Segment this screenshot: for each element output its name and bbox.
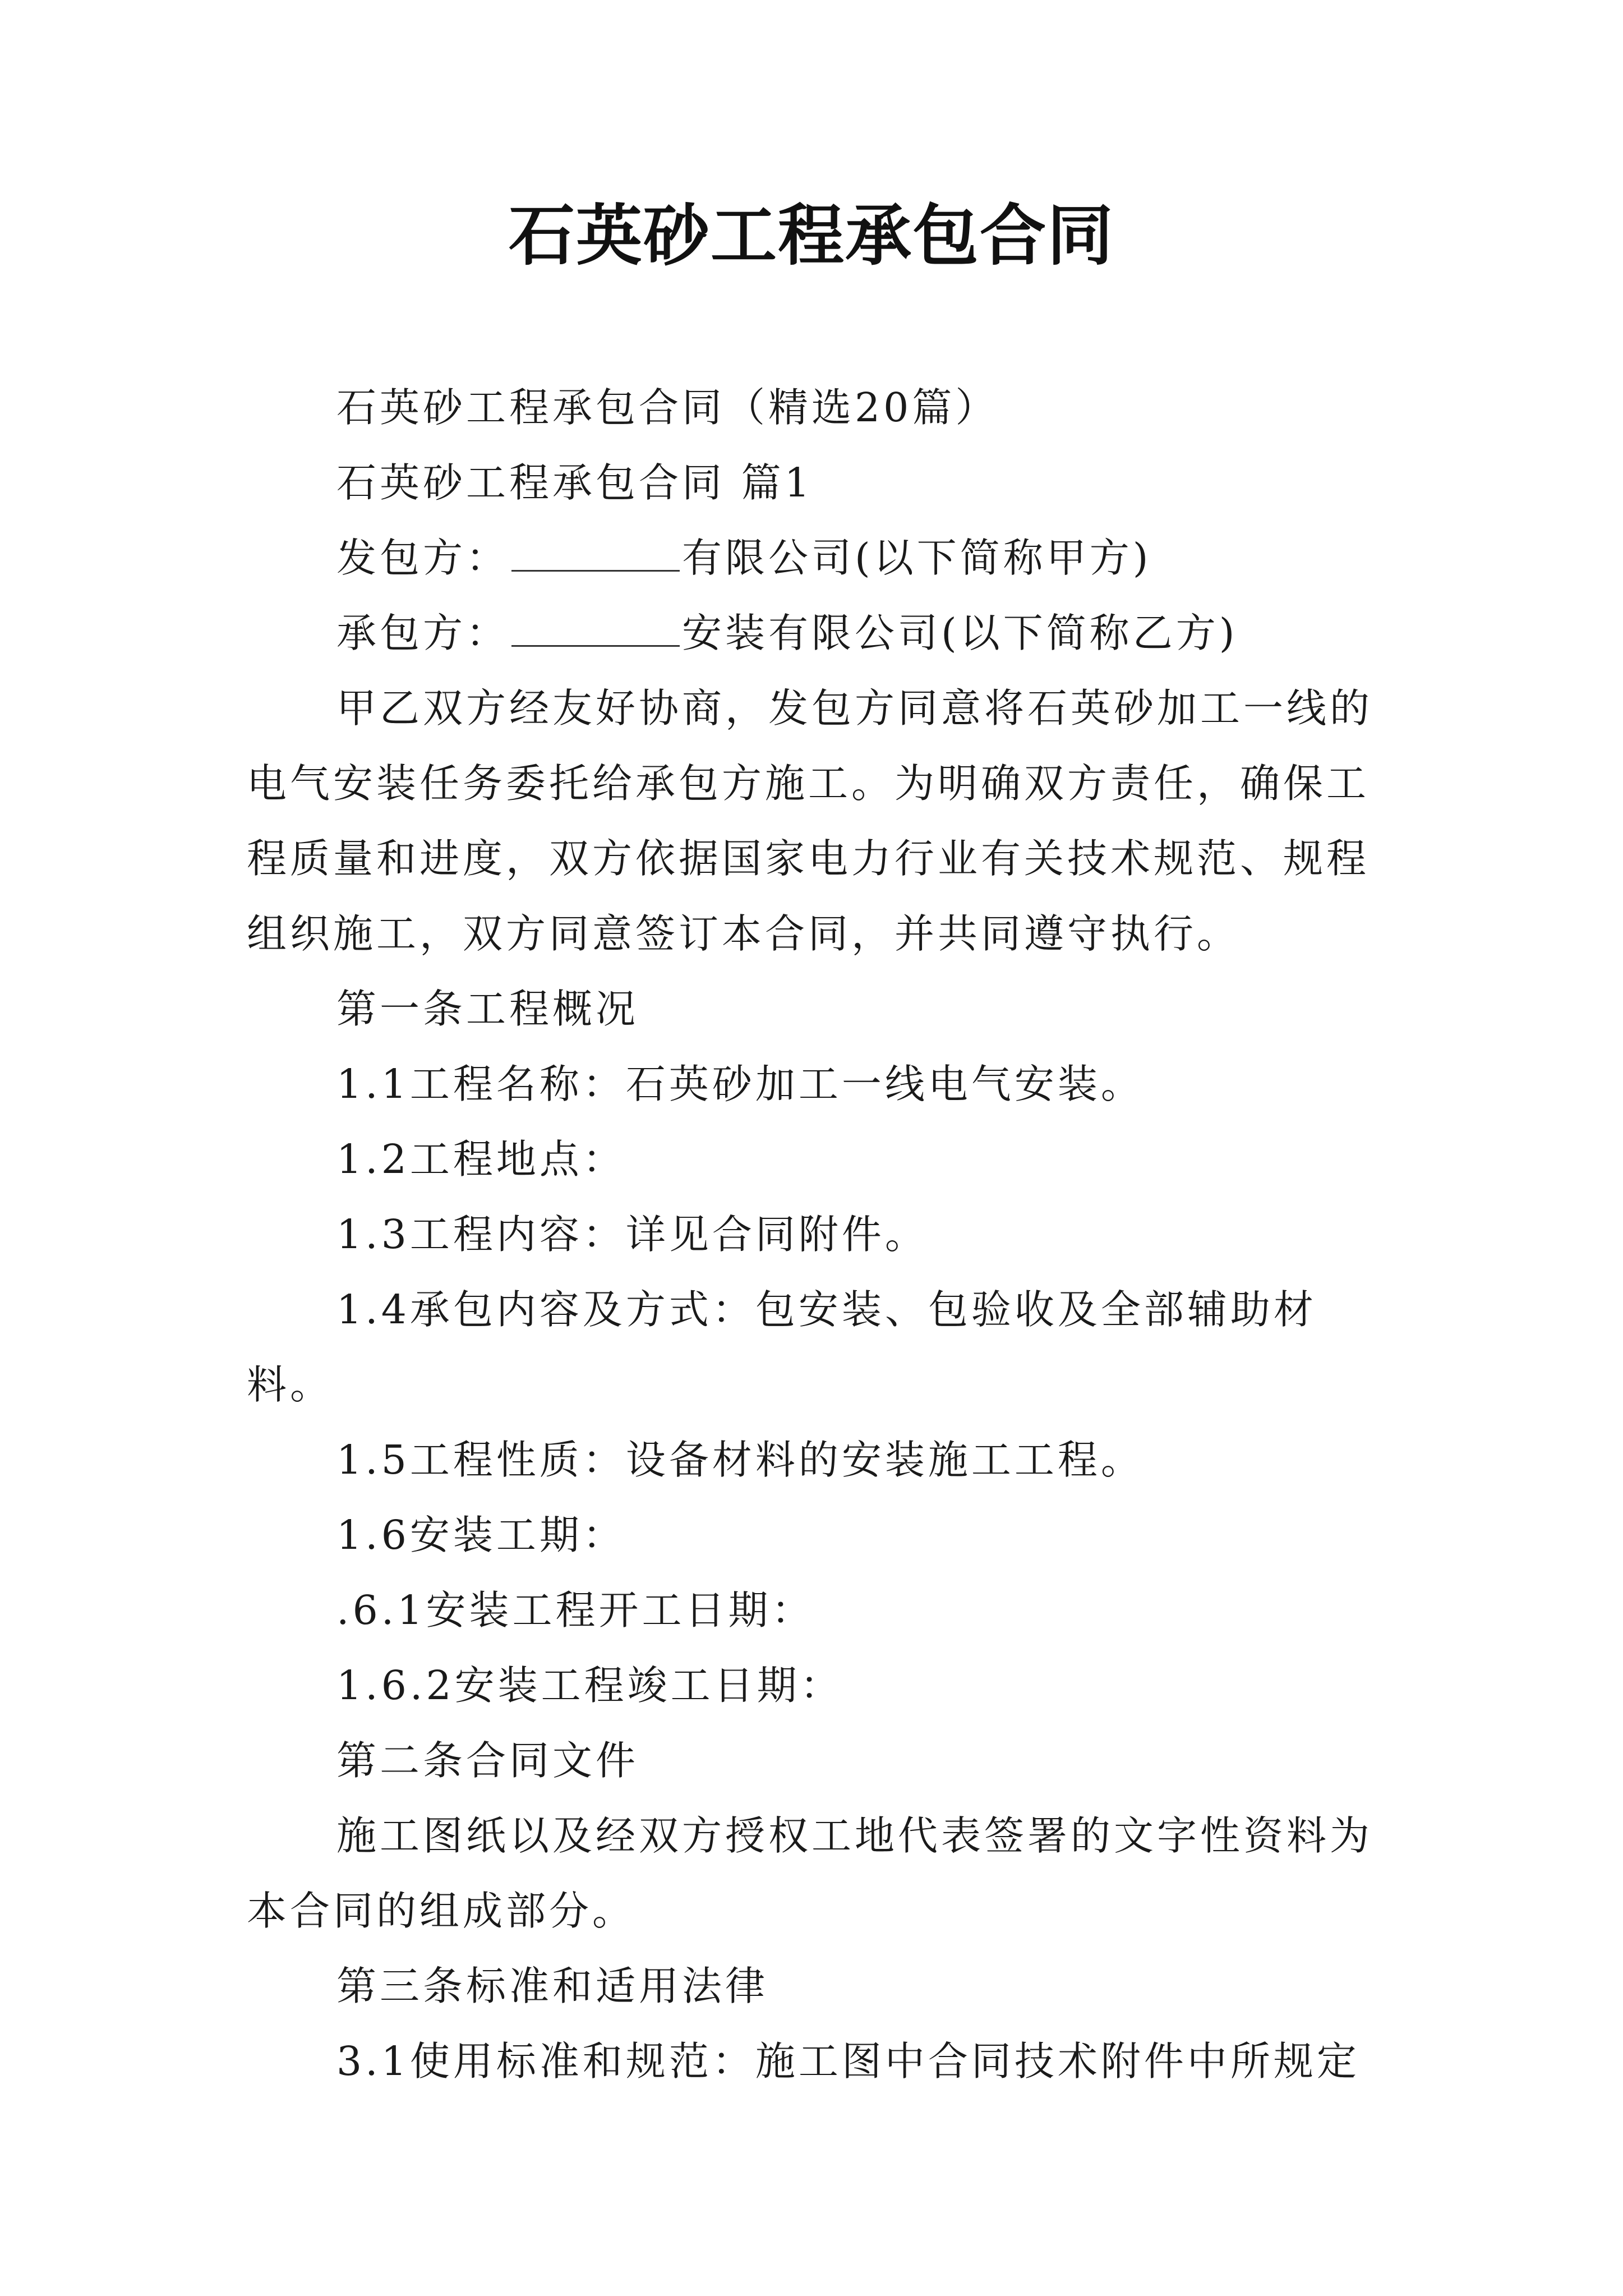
- paragraph-1-2: 1.2工程地点：: [336, 1136, 626, 1182]
- paragraph-subtitle: 石英砂工程承包合同（精选20篇）: [336, 384, 999, 431]
- paragraph-article-1: 第一条工程概况: [336, 986, 639, 1032]
- paragraph-chapter-heading: 石英砂工程承包合同 篇1: [336, 459, 813, 506]
- paragraph-preamble: 甲乙双方经友好协商，发包方同意将石英砂加工一线的电气安装任务委托给承包方施工。为明确双方责任，确保工程质量和进度，双方依据国家电力行业有关技术规范、规程组织施工，双方同意签订本合同，并共同遵守执行。: [247, 685, 1373, 957]
- employer-blank: [511, 531, 680, 572]
- paragraph-1-6-2: 1.6.2安装工程竣工日期：: [336, 1662, 843, 1709]
- paragraph-1-5: 1.5工程性质：设备材料的安装施工工程。: [336, 1437, 1144, 1483]
- document-title: 石英砂工程承包合同: [508, 196, 1114, 274]
- employer-suffix: 有限公司(以下简称甲方): [682, 535, 1152, 581]
- contractor-suffix: 安装有限公司(以下简称乙方): [682, 610, 1238, 656]
- employer-line: [247, 521, 1396, 596]
- paragraph-1-1: 1.1工程名称：石英砂加工一线电气安装。: [336, 1061, 1144, 1107]
- paragraph-article-3: 第三条标准和适用法律: [336, 1963, 769, 2009]
- paragraph-article-2: 第二条合同文件: [336, 1737, 639, 1784]
- paragraph-1-6: 1.6安装工期：: [336, 1512, 626, 1558]
- contractor-line: [247, 596, 1396, 671]
- contractor-blank: [511, 606, 680, 647]
- contractor-label: 承包方：: [336, 610, 510, 656]
- paragraph-1-4: 1.4承包内容及方式：包安装、包验收及全部辅助材料。: [247, 1286, 1317, 1408]
- paragraph-1-3: 1.3工程内容：详见合同附件。: [336, 1211, 928, 1258]
- paragraph-contract-documents: 施工图纸以及经双方授权工地代表签署的文字性资料为本合同的组成部分。: [247, 1812, 1373, 1934]
- paragraph-1-6-1: .6.1安装工程开工日期：: [336, 1587, 815, 1634]
- paragraph-3-1: 3.1使用标准和规范：施工图中合同技术附件中所规定: [336, 2038, 1360, 2085]
- employer-label: 发包方：: [336, 535, 510, 581]
- document-body: [247, 370, 1396, 2099]
